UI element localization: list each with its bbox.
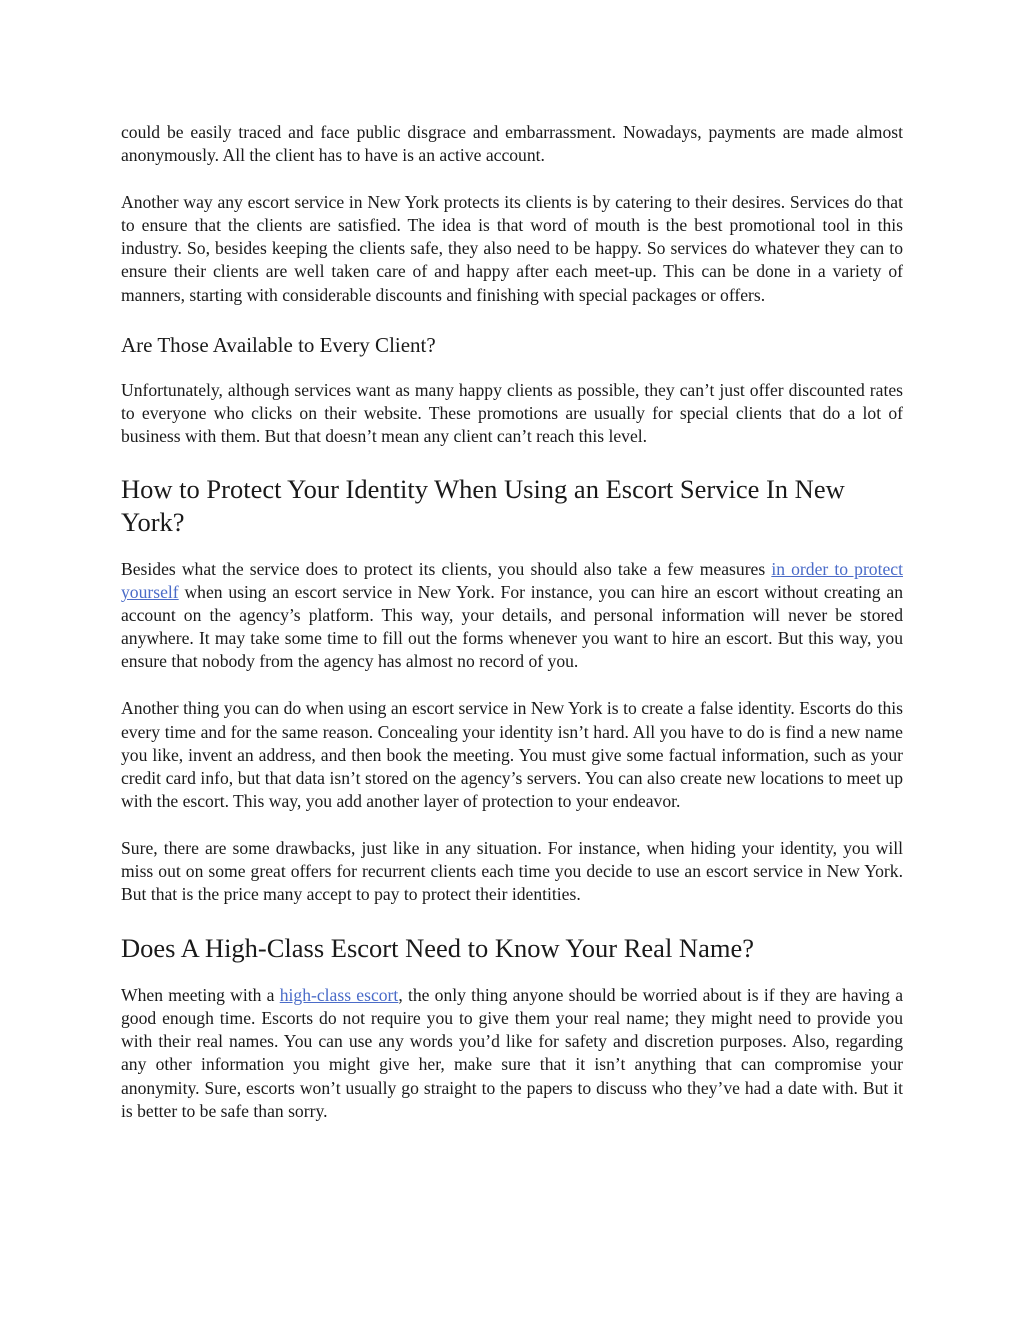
paragraph-protect-measures (121, 558, 903, 673)
paragraph-discounted-rates: Unfortunately, although services want as many happy clients as possible, they can’t just offer discounted rates to everyone who clicks on their website. These promotions are usually for special clients that do a lot of business with them. But that doesn’t mean any client can’t reach this level. (121, 379, 903, 446)
heading-available-to-every-client: Are Those Available to Every Client? (121, 332, 436, 357)
paragraph-drawbacks: Sure, there are some drawbacks, just like in any situation. For instance, when hiding your identity, you will miss out on some great offers for recurrent clients each time you decide to use an escort service in New York. But that is the price many accept to pay to protect their identities. (121, 837, 903, 905)
document-page (121, 121, 903, 1147)
link-in-order-to-protect-yourself[interactable]: in order to protect yourself (121, 558, 903, 603)
heading-protect-identity: How to Protect Your Identity When Using an Escort Service In New York? (121, 473, 845, 537)
paragraph-payments: could be easily traced and face public disgrace and embarrassment. Nowadays, payments are made almost anonymously. All the client has to have is an active account. (121, 122, 903, 166)
paragraph-high-class-escort (121, 984, 903, 1123)
paragraph-false-identity: Another thing you can do when using an escort service in New York is to create a false identity. Escorts do this every time and for the same reason. Concealing your identity isn’t hard. All you have to do is find a new name you like, invent an address, and then book the meeting. You must give some factual information, such as your credit card info, but that data isn’t stored on the agency’s servers. You can also create new locations to meet up with the escort. This way, you add another layer of protection to your endeavor. (121, 698, 903, 811)
link-high-class-escort[interactable]: high-class escort (279, 985, 399, 1006)
paragraph-catering-desires: Another way any escort service in New York protects its clients is by catering to their desires. Services do that to ensure that the clients are satisfied. The idea is that word of mouth is the best promotional tool in this industry. So, besides keeping the clients safe, they also need to be happy. So services do whatever they can to ensure their clients are well taken care of and happy after each meet-up. This can be done in a variety of manners, starting with considerable discounts and finishing with special packages or offers. (121, 192, 903, 305)
paragraph-text-segment: Besides what the service does to protect its clients, you should also take a few measures (121, 558, 772, 579)
paragraph-text-segment: When meeting with a (121, 985, 280, 1006)
paragraph-text-segment: , the only thing anyone should be worried about is if they are having a good enough time. Escorts do not require you to give them your real name; they might need to provide you with their real names. You can use any words you’d like for safety and discretion purposes. Also, regarding any other information you might give her, make sure that it isn’t anything that can compromise your anonymity. Sure, escorts won’t usually go straight to the papers to discuss who they’ve had a date with. But it is better to be safe than sorry. (121, 985, 904, 1121)
paragraph-text-segment: when using an escort service in New York. For instance, you can hire an escort without creating an account on the agency’s platform. This way, your details, and personal information will never be stored anywhere. It may take some time to fill out the forms whenever you want to hire an escort. But this way, you ensure that nobody from the agency has almost no record of you. (121, 582, 903, 672)
heading-real-name: Does A High-Class Escort Need to Know Your Real Name? (121, 933, 754, 964)
